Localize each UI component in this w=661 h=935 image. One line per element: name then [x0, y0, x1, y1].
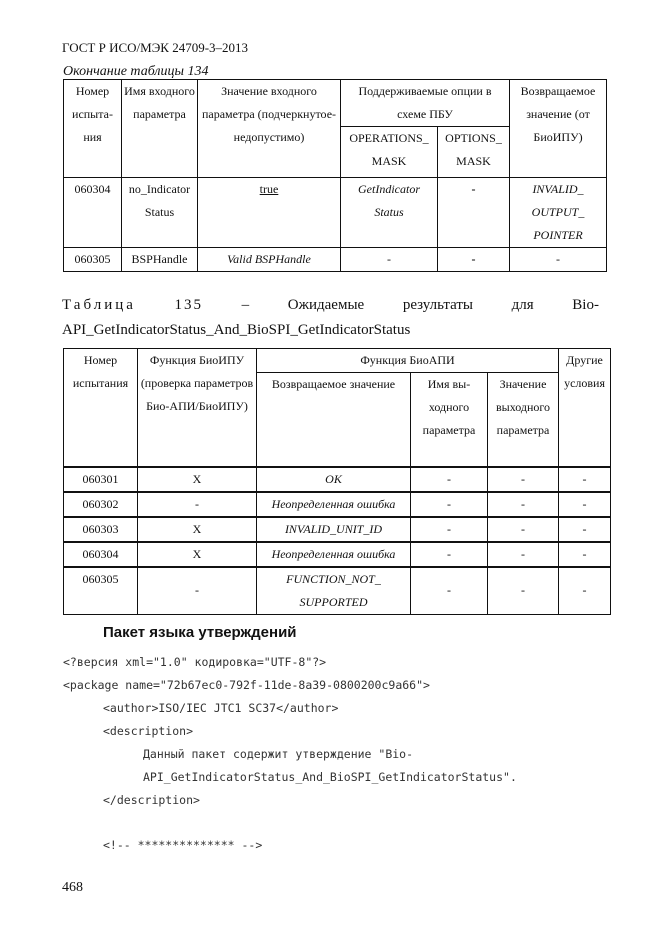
- cell-bsp: X: [138, 467, 257, 492]
- cell-name: BSPHandle: [122, 248, 198, 272]
- table-135-caption-line2: API_GetIndicatorStatus_And_BioSPI_GetIndicatorStatus: [62, 322, 411, 338]
- table-row: [64, 567, 611, 615]
- section-title: Пакет языка утверждений: [103, 624, 297, 641]
- header-return-value: Возвращаемое значение: [257, 373, 411, 467]
- code-line: <!-- ************** -->: [103, 838, 263, 852]
- caption-word: –: [241, 297, 250, 313]
- table-135-caption: [62, 297, 599, 314]
- code-line: </description>: [103, 793, 200, 807]
- header-output-name: Имя вы-ходного параметра: [411, 373, 488, 467]
- cell-bsp: -: [138, 567, 257, 615]
- header-other-conditions: Другие условия: [559, 349, 611, 467]
- page-number: 468: [62, 880, 83, 895]
- cell-test: 060304: [64, 542, 138, 567]
- cell-opts: -: [438, 248, 510, 272]
- header-test-number: Номер испытания: [64, 349, 138, 467]
- header-param-value: Значение входного параметра (подчеркнутое-недопустимо): [198, 80, 341, 178]
- table-row: [64, 248, 607, 272]
- header-param-name: Имя входного параметра: [122, 80, 198, 178]
- header-operations-mask: OPERATIONS_ MASK: [341, 127, 438, 178]
- cell-return: -: [510, 248, 607, 272]
- table-row: [64, 517, 611, 542]
- table-row: [64, 542, 611, 567]
- table-row: [64, 492, 611, 517]
- cell-bsp: X: [138, 517, 257, 542]
- cell-other: -: [559, 542, 611, 567]
- table-row: [64, 178, 607, 248]
- cell-other: -: [559, 467, 611, 492]
- cell-return: Неопределенная ошибка: [257, 542, 411, 567]
- caption-word: Таблица: [62, 297, 136, 313]
- cell-name: no_Indicator Status: [122, 178, 198, 248]
- cell-value: Valid BSPHandle: [198, 248, 341, 272]
- code-line: Данный пакет содержит утверждение "Bio-: [143, 747, 414, 761]
- cell-ops: -: [341, 248, 438, 272]
- cell-output-name: -: [411, 542, 488, 567]
- cell-output-name: -: [411, 517, 488, 542]
- cell-return: OK: [257, 467, 411, 492]
- cell-test: 060305: [64, 248, 122, 272]
- code-line: <package name="72b67ec0-792f-11de-8a39-0800200c9a66">: [63, 678, 430, 692]
- cell-output-name: -: [411, 567, 488, 615]
- header-return-value: Возвращаемое значение (от БиоИПУ): [510, 80, 607, 178]
- cell-return: FUNCTION_NOT_ SUPPORTED: [257, 567, 411, 615]
- header-test-number: Номер испыта-ния: [64, 80, 122, 178]
- header-supported-options: Поддерживаемые опции в схеме ПБУ: [341, 80, 510, 127]
- cell-ops: GetIndicator Status: [341, 178, 438, 248]
- cell-test: 060303: [64, 517, 138, 542]
- cell-output-value: -: [488, 467, 559, 492]
- caption-word: Ожидаемые: [287, 297, 365, 313]
- header-api-function: Функция БиоАПИ: [257, 349, 559, 373]
- table-continuation-label: Окончание таблицы 134: [63, 64, 209, 79]
- cell-value: true: [198, 178, 341, 248]
- code-line: <author>ISO/IEC JTC1 SC37</author>: [103, 701, 339, 715]
- code-line: API_GetIndicatorStatus_And_BioSPI_GetIndicatorStatus".: [143, 770, 517, 784]
- cell-return: INVALID_ OUTPUT_ POINTER: [510, 178, 607, 248]
- cell-output-name: -: [411, 492, 488, 517]
- cell-return: Неопределенная ошибка: [257, 492, 411, 517]
- cell-output-value: -: [488, 517, 559, 542]
- table-row: [64, 467, 611, 492]
- cell-output-value: -: [488, 542, 559, 567]
- caption-word: 135: [174, 297, 204, 313]
- cell-return: INVALID_UNIT_ID: [257, 517, 411, 542]
- caption-word: результаты: [402, 297, 474, 313]
- cell-bsp: -: [138, 492, 257, 517]
- cell-output-value: -: [488, 567, 559, 615]
- cell-other: -: [559, 567, 611, 615]
- header-options-mask: OPTIONS_ MASK: [438, 127, 510, 178]
- code-line: <?версия xml="1.0" кодировка="UTF-8"?>: [63, 655, 327, 669]
- code-line: <description>: [103, 724, 194, 738]
- cell-opts: -: [438, 178, 510, 248]
- header-output-value: Значение выходного параметра: [488, 373, 559, 467]
- cell-output-name: -: [411, 467, 488, 492]
- table-134: [63, 79, 607, 272]
- table-135: [63, 348, 611, 615]
- cell-test: 060301: [64, 467, 138, 492]
- cell-other: -: [559, 517, 611, 542]
- cell-output-value: -: [488, 492, 559, 517]
- caption-word: для: [511, 297, 534, 313]
- caption-word: Bio-: [572, 297, 599, 313]
- cell-test: 060304: [64, 178, 122, 248]
- cell-bsp: X: [138, 542, 257, 567]
- cell-test: 060305: [64, 567, 138, 615]
- header-bsp-function: Функция БиоИПУ (проверка параметров Био-АПИ/БиоИПУ): [138, 349, 257, 467]
- document-header: ГОСТ Р ИСО/МЭК 24709-3–2013: [62, 40, 249, 55]
- cell-other: -: [559, 492, 611, 517]
- cell-test: 060302: [64, 492, 138, 517]
